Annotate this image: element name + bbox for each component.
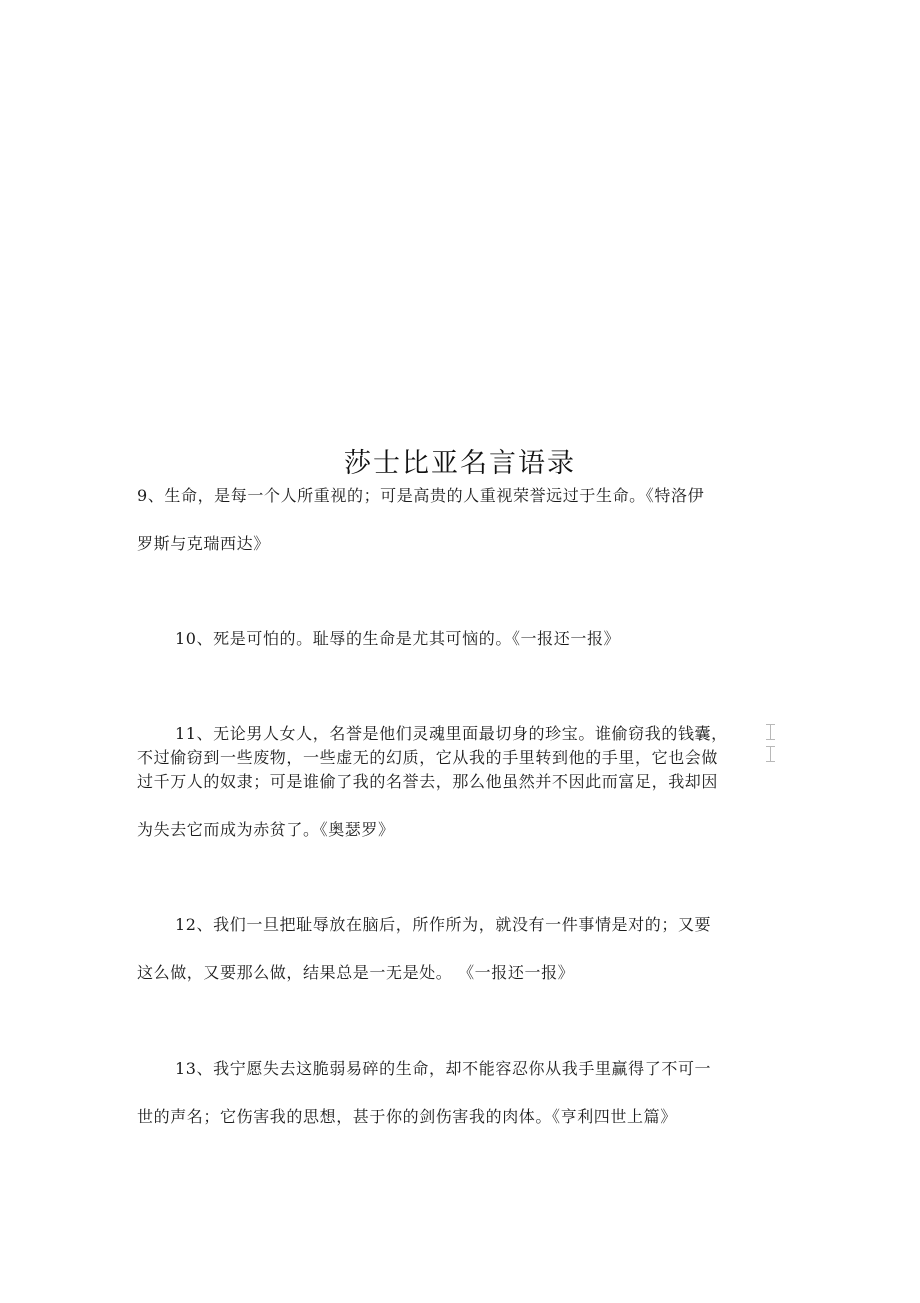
quote-line: 10、死是可怕的。耻辱的生命是尤其可恼的。《一报还一报》 [175,629,621,648]
quote-line: 13、我宁愿失去这脆弱易碎的生命，却不能容忍你从我手里赢得了不可一 [175,1059,712,1078]
quote-line: 不过偷窃到一些废物，一些虚无的幻质，它从我的手里转到他的手里，它也会做 [137,748,719,767]
quote-line: 过千万人的奴隶；可是谁偷了我的名誉去，那么他虽然并不因此而富足，我却因 [137,772,719,791]
quote-line: 世的声名；它伤害我的思想，甚于你的剑伤害我的肉体。《亨利四世上篇》 [137,1107,677,1126]
quote-line: 9、生命，是每一个人所重视的；可是高贵的人重视荣誉远过于生命。《特洛伊 [137,486,705,505]
quote-line: 12、我们一旦把耻辱放在脑后，所作所为，就没有一件事情是对的；又要 [175,915,712,934]
quote-line: 这么做，又要那么做，结果总是一无是处。 《一报还一报》 [137,963,575,982]
quote-line: 罗斯与克瑞西达》 [137,534,270,553]
text-cursor-icon [766,724,776,740]
quote-line: 11、无论男人女人，名誉是他们灵魂里面最切身的珍宝。谁偷窃我的钱囊， [175,724,728,743]
document-title: 莎士比亚名言语录 [344,448,576,479]
text-cursor-icon [766,746,776,762]
quote-line: 为失去它而成为赤贫了。《奥瑟罗》 [137,820,395,839]
